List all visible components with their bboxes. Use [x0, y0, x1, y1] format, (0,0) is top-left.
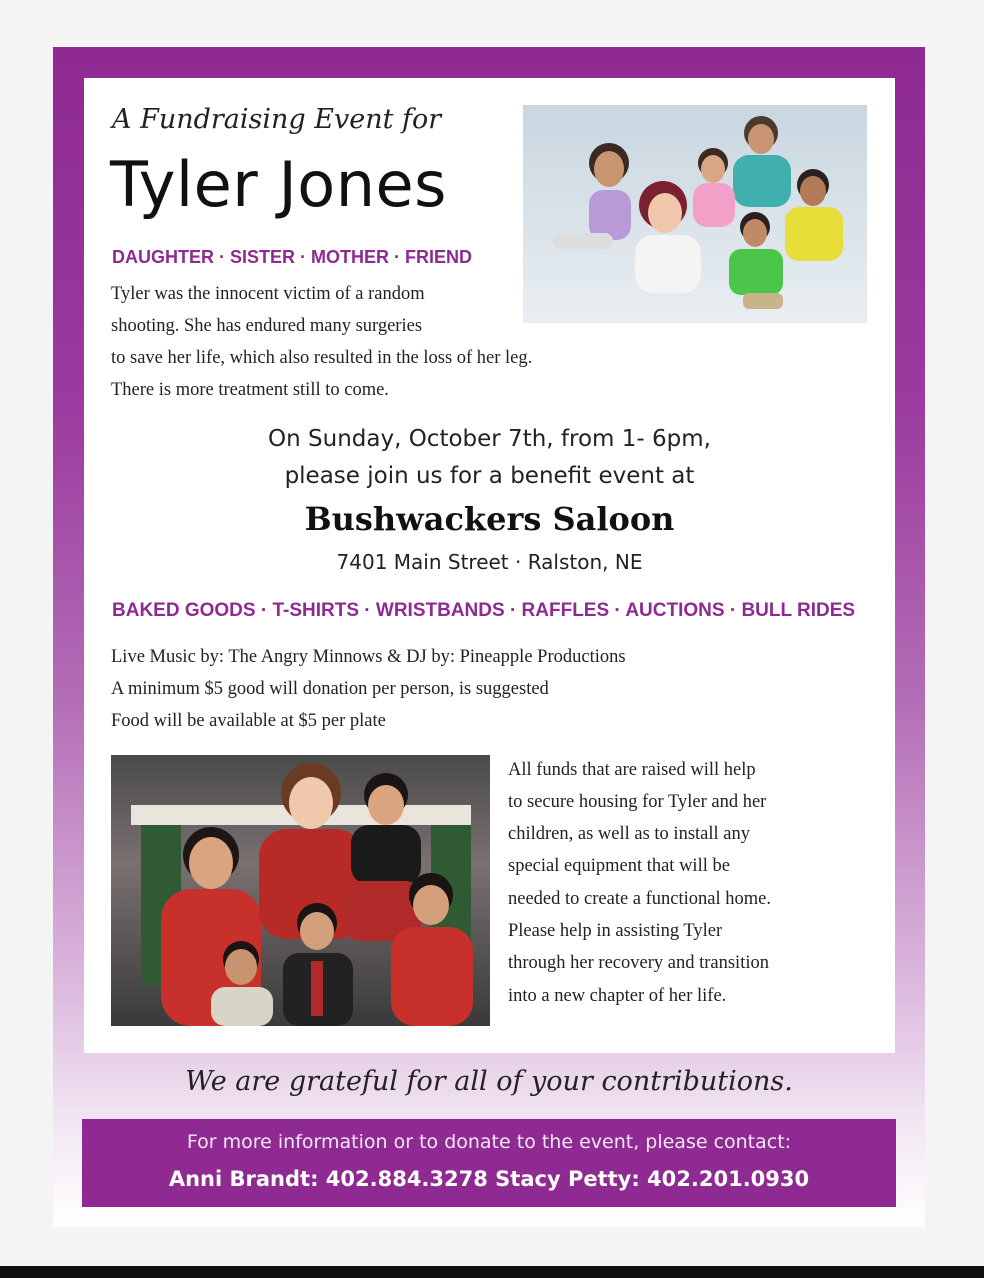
- venue-address: 7401 Main Street · Ralston, NE: [336, 550, 643, 574]
- activities-line: BAKED GOODS · T-SHIRTS · WRISTBANDS · RAFFLES · AUCTIONS · BULL RIDES: [112, 600, 856, 621]
- funds-line: children, as well as to install any: [508, 824, 750, 844]
- detail-line: Live Music by: The Angry Minnows & DJ by: Pineapple Productions: [111, 647, 626, 667]
- contact-numbers: Anni Brandt: 402.884.3278 Stacy Petty: 402.201.0930: [168, 1167, 810, 1191]
- bottom-edge-bar: [0, 1266, 984, 1278]
- funds-line: needed to create a functional home.: [508, 889, 771, 909]
- detail-line: Food will be available at $5 per plate: [111, 711, 386, 731]
- event-subtitle: A Fundraising Event for: [112, 104, 442, 135]
- honoree-name: Tyler Jones: [110, 148, 447, 221]
- funds-line: through her recovery and transition: [508, 953, 769, 973]
- detail-line: A minimum $5 good will donation per person, is suggested: [111, 679, 549, 699]
- contact-intro: For more information or to donate to the event, please contact:: [186, 1131, 792, 1153]
- funds-line: All funds that are raised will help: [508, 760, 756, 780]
- funds-line: special equipment that will be: [508, 856, 730, 876]
- family-photo-top: [523, 105, 867, 323]
- story-line: to save her life, which also resulted in the loss of her leg.: [111, 348, 533, 368]
- story-line: Tyler was the innocent victim of a random: [111, 284, 425, 304]
- funds-line: Please help in assisting Tyler: [508, 921, 723, 941]
- funds-line: into a new chapter of her life.: [508, 986, 727, 1006]
- event-invite-line: please join us for a benefit event at: [284, 463, 695, 489]
- story-line: shooting. She has endured many surgeries: [111, 316, 423, 336]
- funds-line: to secure housing for Tyler and her: [508, 792, 767, 812]
- roles-line: DAUGHTER · SISTER · MOTHER · FRIEND: [112, 247, 472, 267]
- venue-name: Bushwackers Saloon: [304, 500, 675, 538]
- thank-you-line: We are grateful for all of your contributions.: [185, 1066, 793, 1097]
- family-photo-bottom: [111, 755, 490, 1026]
- story-line: There is more treatment still to come.: [111, 380, 389, 400]
- event-date-line: On Sunday, October 7th, from 1- 6pm,: [268, 426, 711, 452]
